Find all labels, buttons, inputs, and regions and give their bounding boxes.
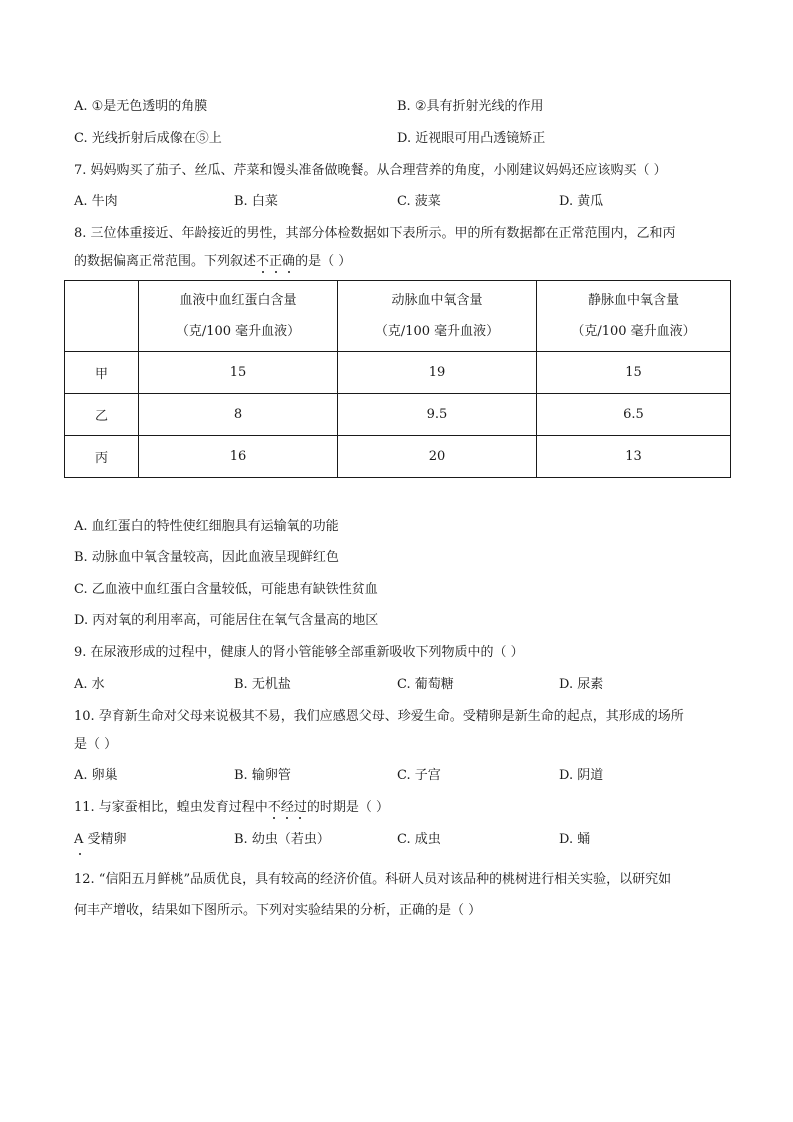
q10-option-d: D. 阴道 <box>559 768 604 783</box>
q12-stem-line1: 12. “信阳五月鲜桃”品质优良，具有较高的经济价值。科研人员对该品种的桃树进行相关实验，以研究如 <box>74 872 672 887</box>
row-label: 丙 <box>65 436 139 478</box>
q11-emphasis-char: 经 <box>280 800 294 815</box>
q8-stem-after: 的是（ ） <box>295 254 352 269</box>
q8-stem-line1: 8. 三位体重接近、年龄接近的男性，其部分体检数据如下表所示。甲的所有数据都在正常范围内，乙和丙 <box>74 226 676 241</box>
q9-stem: 9. 在尿液形成的过程中，健康人的肾小管能够全部重新吸收下列物质中的（ ） <box>74 645 524 660</box>
table-cell: 19 <box>338 352 537 394</box>
blood-data-table <box>64 280 731 478</box>
header-line: 动脉血中氧含量 <box>391 293 483 308</box>
table-row <box>65 352 731 394</box>
q10-option-b: B. 输卵管 <box>234 768 291 783</box>
table-cell: 20 <box>338 436 537 478</box>
q11-stem-before: 11. 与家蚕相比，蝗虫发育过程中 <box>74 800 268 815</box>
q11-option-c: C. 成虫 <box>397 832 441 847</box>
q7-option-a: A. 牛肉 <box>74 194 118 209</box>
header-arterial-oxygen <box>338 281 537 352</box>
table-cell: 6.5 <box>537 394 731 436</box>
table-cell: 9.5 <box>338 394 537 436</box>
q8-stem-line2 <box>74 254 351 270</box>
q8-option-a: A. 血红蛋白的特性使红细胞具有运输氧的功能 <box>74 519 339 534</box>
q9-option-c: C. 葡萄糖 <box>397 677 454 692</box>
q11-option-d: D. 蛹 <box>559 832 591 847</box>
header-unit: （克/100 毫升血液） <box>571 324 696 339</box>
q10-stem-line1: 10. 孕育新生命对父母来说极其不易，我们应感恩父母、珍爱生命。受精卵是新生命的起点，其形成的场所 <box>74 709 684 724</box>
q12-stem-line2: 何丰产增收，结果如下图所示。下列对实验结果的分析，正确的是（ ） <box>74 903 482 918</box>
q6-option-b: B. ②具有折射光线的作用 <box>397 99 544 114</box>
q10-option-c: C. 子宫 <box>397 768 441 783</box>
q11-option-b: B. 幼虫（若虫） <box>234 832 330 847</box>
table-cell: 13 <box>537 436 731 478</box>
q11-emphasis-char: 过 <box>293 800 307 815</box>
q8-option-c: C. 乙血液中血红蛋白含量较低，可能患有缺铁性贫血 <box>74 582 378 597</box>
q7-option-b: B. 白菜 <box>234 194 278 209</box>
table-cell: 8 <box>139 394 338 436</box>
q8-emphasis-char: 确 <box>282 254 296 269</box>
q11-stem-after: 的时期是（ ） <box>306 800 389 815</box>
q6-option-a: A. ①是无色透明的角膜 <box>74 99 208 114</box>
table-cell: 15 <box>537 352 731 394</box>
q7-option-d: D. 黄瓜 <box>559 194 604 209</box>
header-unit: （克/100 毫升血液） <box>374 324 500 339</box>
q11-emphasis-char: 不 <box>267 800 281 815</box>
q8-stem-before: 的数据偏离正常范围。下列叙述 <box>74 254 257 269</box>
q8-emphasis-char: 正 <box>269 254 283 269</box>
table-row <box>65 436 731 478</box>
table-cell: 15 <box>139 352 338 394</box>
q8-emphasis-char: 不 <box>256 254 270 269</box>
q9-option-b: B. 无机盐 <box>234 677 291 692</box>
stray-dot-mark <box>79 853 81 855</box>
q9-option-a: A. 水 <box>74 677 105 692</box>
q6-option-d: D. 近视眼可用凸透镜矫正 <box>397 131 546 146</box>
table-row <box>65 394 731 436</box>
q8-option-b: B. 动脉血中氧含量较高，因此血液呈现鲜红色 <box>74 550 339 565</box>
header-venous-oxygen <box>537 281 731 352</box>
q6-option-c: C. 光线折射后成像在⑤上 <box>74 131 222 146</box>
q11-option-a: A 受精卵 <box>74 832 127 847</box>
header-line: 静脉血中氧含量 <box>587 293 679 308</box>
q10-stem-line2: 是（ ） <box>74 737 118 752</box>
row-label: 乙 <box>65 394 139 436</box>
table-corner-cell <box>65 281 139 352</box>
q7-stem: 7. 妈妈购买了茄子、丝瓜、芹菜和馒头准备做晚餐。从合理营养的角度，小刚建议妈妈还应该购买（ ） <box>74 163 667 178</box>
q11-stem <box>74 800 389 816</box>
q8-option-d: D. 丙对氧的利用率高，可能居住在氧气含量高的地区 <box>74 613 379 628</box>
table-cell: 16 <box>139 436 338 478</box>
q7-option-c: C. 菠菜 <box>397 194 441 209</box>
q10-option-a: A. 卵巢 <box>74 768 118 783</box>
header-hemoglobin <box>139 281 338 352</box>
row-label: 甲 <box>65 352 139 394</box>
q9-option-d: D. 尿素 <box>559 677 604 692</box>
header-line: 血液中血红蛋白含量 <box>179 293 297 308</box>
header-unit: （克/100 毫升血液） <box>175 324 301 339</box>
table-header-row <box>65 281 731 352</box>
